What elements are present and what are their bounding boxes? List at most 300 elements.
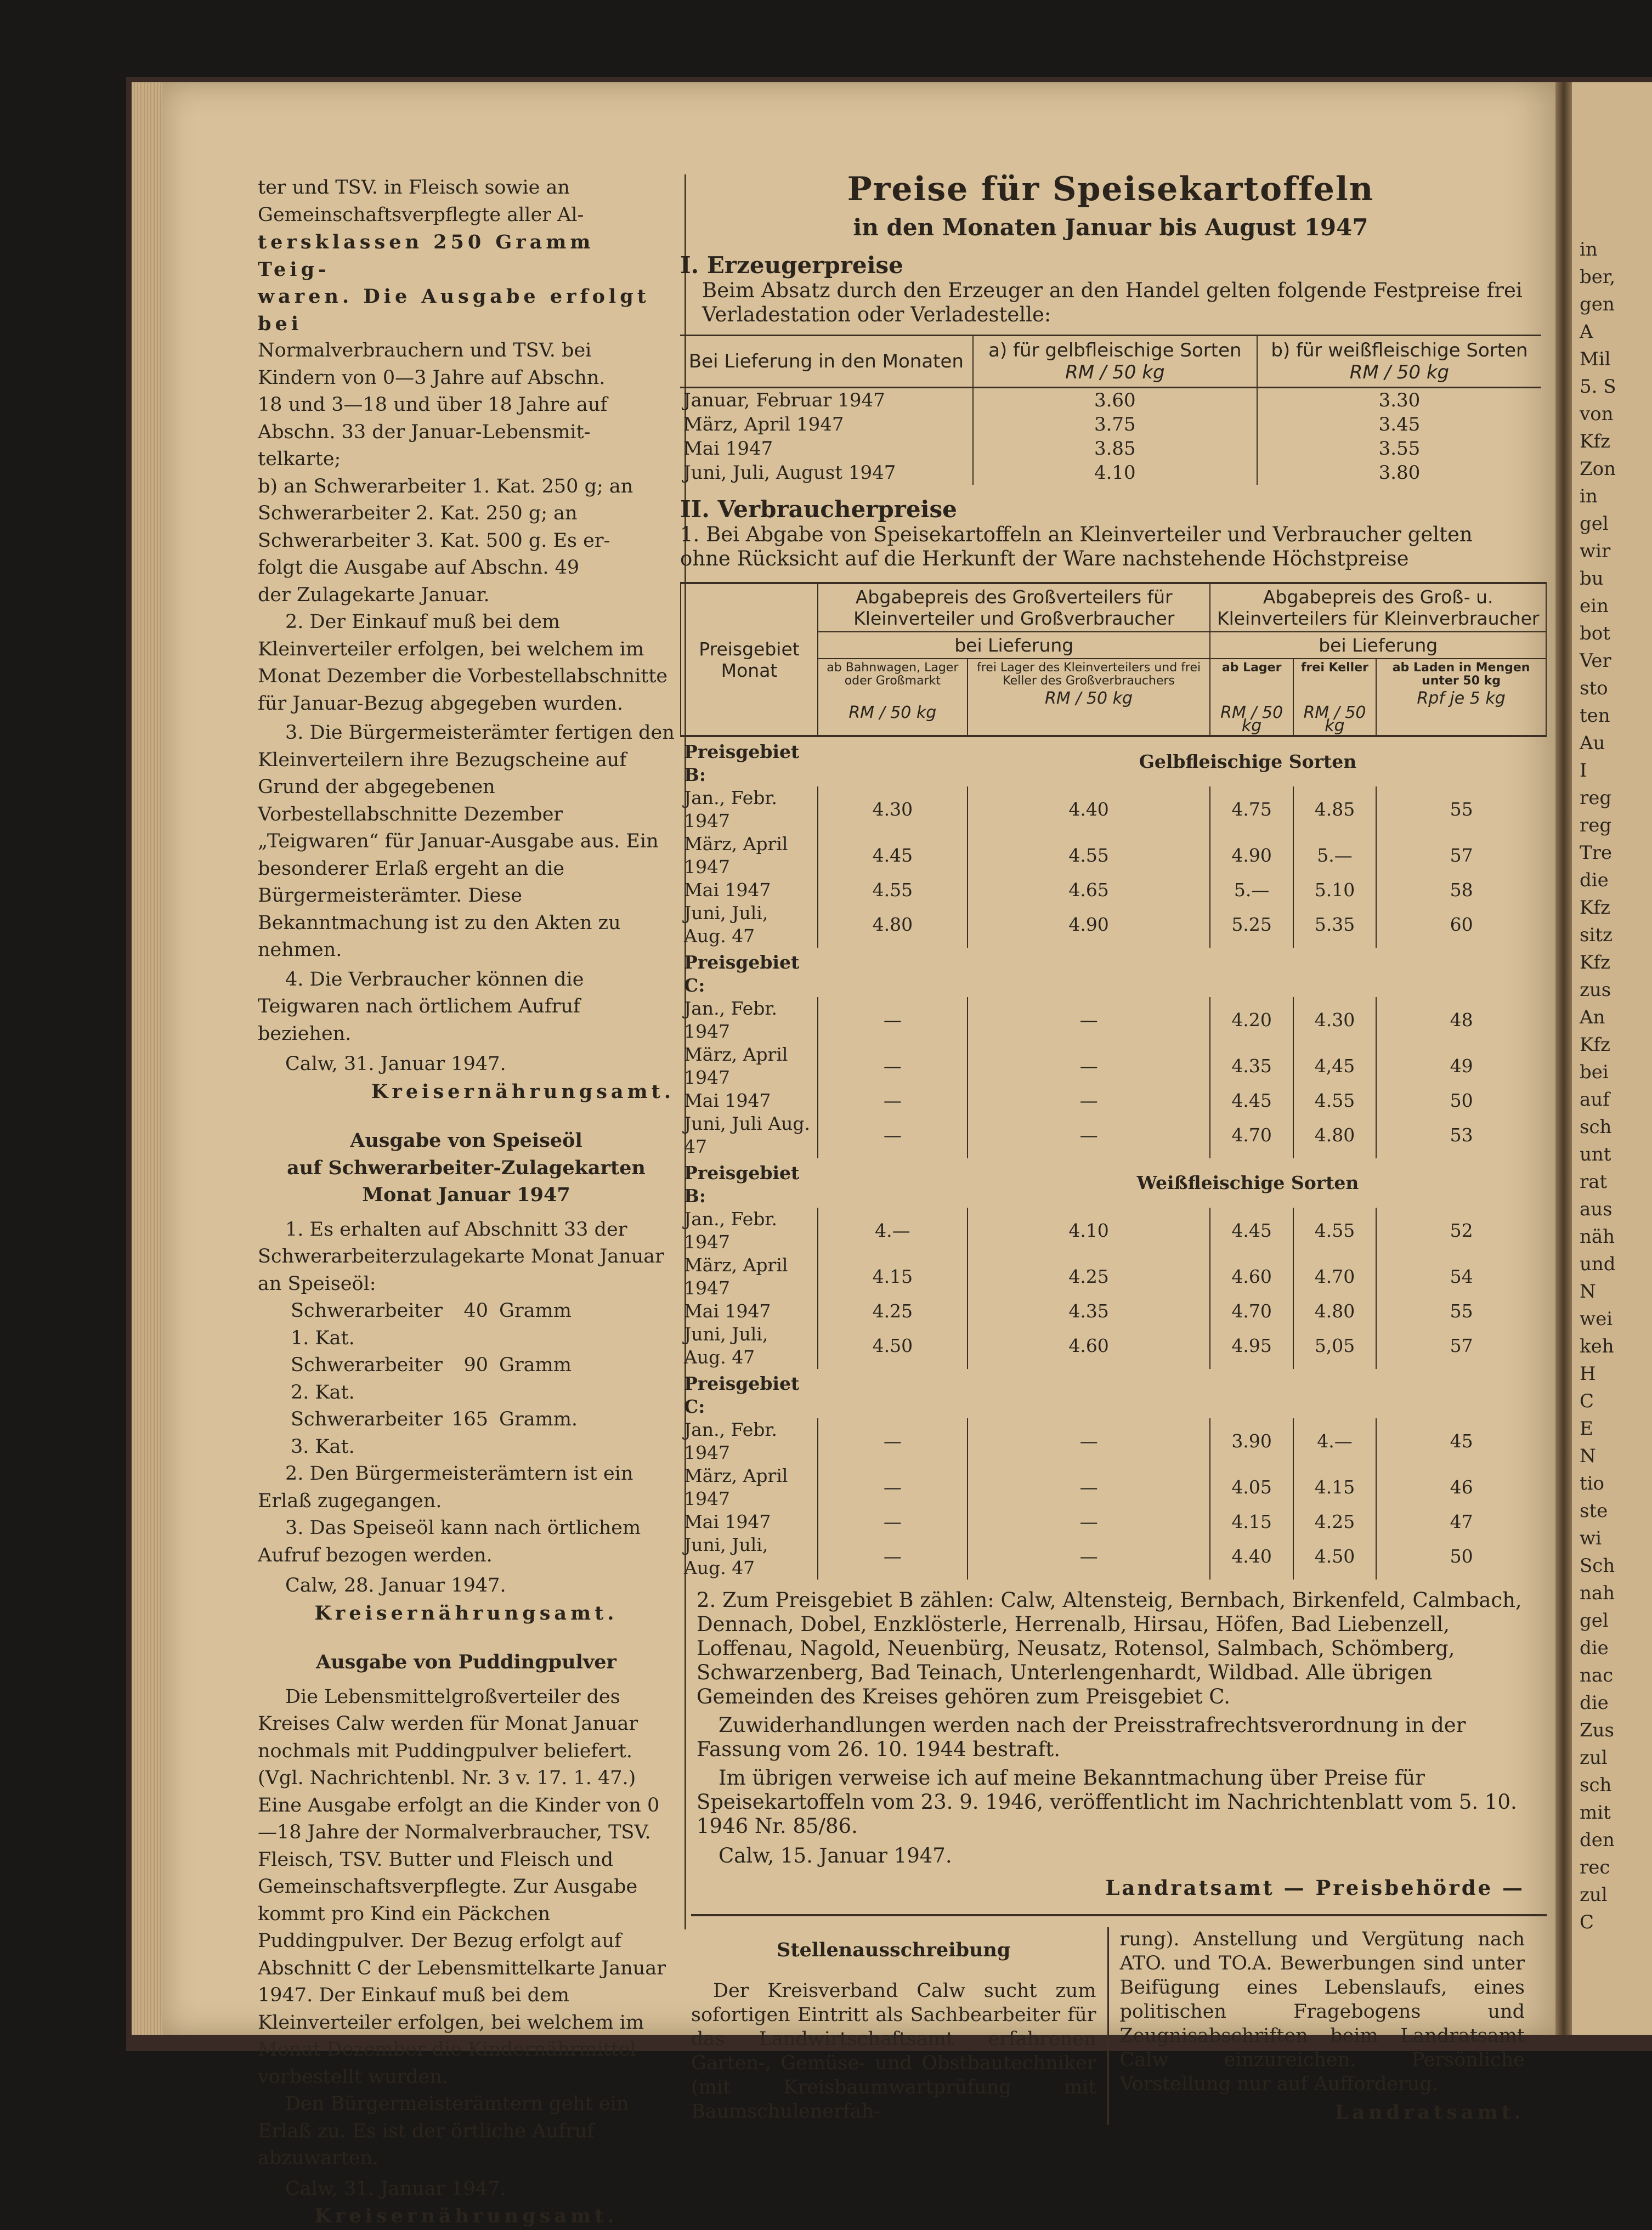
signature-price-notice: Landratsamt — Preisbehörde — <box>1105 1876 1525 1900</box>
oil-row-amount: 165 <box>451 1408 488 1430</box>
signature-1: Kreisernährungsamt. <box>371 1080 675 1103</box>
table-row <box>681 1464 1546 1510</box>
next-page-text: A <box>1580 321 1593 343</box>
price-cell: 4.20 <box>1210 997 1293 1043</box>
variety-label: Gelbfleischige Sorten <box>1139 751 1357 772</box>
oil-row-unit: Gramm. <box>499 1408 578 1430</box>
month-cell: Jan., Febr. 1947 <box>684 1208 778 1253</box>
oil-row <box>258 1406 675 1461</box>
intro-line: Normalverbrauchern und TSV. bei <box>258 339 592 361</box>
next-page-text: An <box>1580 1006 1605 1028</box>
table-row <box>680 437 1541 461</box>
date-1: Calw, 31. Januar 1947. <box>285 1053 506 1075</box>
month-cell: März, April 1947 <box>684 1254 788 1299</box>
t2-header-c3 <box>1210 659 1293 736</box>
date-2: Calw, 28. Januar 1947. <box>285 1575 506 1597</box>
next-page-text: Kfz <box>1580 431 1610 452</box>
section-label-cell <box>818 736 1546 786</box>
page-subtitle: in den Monaten Januar bis August 1947 <box>853 214 1368 241</box>
price-cell: 4.— <box>1293 1418 1376 1464</box>
price-cell: 4.55 <box>1293 1089 1376 1112</box>
next-page-text: E <box>1580 1418 1593 1440</box>
price-cell: 4.25 <box>818 1300 968 1323</box>
t1-header-yellow-label: a) für gelbfleischige Sorten <box>988 339 1242 361</box>
price-cell: 47 <box>1376 1510 1546 1533</box>
price-cell: 48 <box>1376 997 1546 1043</box>
price-cell: — <box>968 1510 1210 1533</box>
t1-header-white <box>1257 336 1541 388</box>
price-cell: 4.90 <box>968 902 1210 948</box>
price-cell: 4.70 <box>1210 1300 1293 1323</box>
t2-header-group-1: Abgabepreis des Großverteilers für Kleinverteiler und Großverbraucher <box>818 583 1210 632</box>
next-page-text: die <box>1580 869 1609 891</box>
price-cell: 4.55 <box>1293 1208 1376 1254</box>
left-column <box>258 174 675 2230</box>
price-cell: — <box>818 1112 968 1158</box>
price-cell: 57 <box>1376 1323 1546 1369</box>
section-2-title: II. Verbraucherpreise <box>680 496 957 523</box>
date-price-notice: Calw, 15. Januar 1947. <box>718 1844 952 1867</box>
month-cell: Mai 1947 <box>684 879 771 901</box>
price-cell: 49 <box>1376 1043 1546 1089</box>
table-row <box>680 412 1541 437</box>
signature-3: Kreisernährungsamt. <box>314 2205 618 2227</box>
table-row <box>680 461 1541 485</box>
oil-row <box>258 1298 675 1352</box>
price-cell: 4.80 <box>1293 1300 1376 1323</box>
t1-month-cell: März, April 1947 <box>683 414 844 435</box>
next-page-text: Tre <box>1580 842 1613 864</box>
intro-line: telkarte; <box>258 448 341 470</box>
job-ad-text-left: Der Kreisverband Calw sucht zum sofortigen Eintritt als Sachbearbeiter für das Landwirtschaftsamt erfahrenen Garten-, Gemüse- und Obstbautechniker (mit Kreisbaumwartprüfung mit Baumschulenerfah- <box>691 1980 1096 2123</box>
next-page-text: tio <box>1580 1473 1605 1495</box>
variety-label: Weißfleischige Sorten <box>1136 1172 1359 1193</box>
t1-header-white-unit: RM / 50 kg <box>1349 361 1450 383</box>
table-row <box>681 1254 1546 1300</box>
price-cell: 46 <box>1376 1464 1546 1510</box>
price-cell: 52 <box>1376 1208 1546 1254</box>
t2-header-c2-unit: RM / 50 kg <box>1045 689 1133 708</box>
job-ad-text-right: rung). Anstellung und Vergütung nach ATO. und TO.A. Bewerbungen sind unter Beifügung eines Lebenslaufs, eines politischen Fragebogens und Zeugnisabschriften beim Landratsamt Calw einzureichen. Persönliche Vorstellung nur auf Aufforderug. <box>1119 1928 1525 2095</box>
t2-header-region <box>681 583 818 736</box>
item-b-line: der Zulagekarte Januar. <box>258 584 490 606</box>
t2-header-delivery-2: bei Lieferung <box>1210 632 1546 659</box>
price-cell: 4.90 <box>1210 833 1293 879</box>
section-label-cell <box>818 1369 1546 1418</box>
next-page-text: Zon <box>1580 458 1616 480</box>
price-cell: 4.40 <box>968 786 1210 833</box>
t2-header-c3-label: ab Lager <box>1221 661 1282 675</box>
section-label-cell <box>818 1158 1546 1208</box>
next-page-text: und <box>1580 1253 1616 1275</box>
paragraph-3: 3. Die Bürgermeisterämter fertigen den Kleinverteilern ihre Bezugscheine auf Grund der abgegebenen Vorbestellabschnitte Dezember „Teigwaren“ für Januar-Ausgabe aus. Ein besonderer Erlaß ergeht an die Bürgermeisterämter. Diese Bekanntmachung ist zu den Akten zu nehmen. <box>258 722 675 961</box>
table-row <box>681 902 1546 948</box>
oil-heading-line-2: auf Schwerarbeiter-Zulagekarten <box>287 1156 646 1179</box>
t1-white-price-cell: 3.80 <box>1257 461 1541 485</box>
next-page-text: sto <box>1580 677 1608 699</box>
next-page-text: Zus <box>1580 1719 1614 1741</box>
next-page-text: gen <box>1580 293 1615 315</box>
t2-header-c5-unit: Rpf je 5 kg <box>1417 689 1506 708</box>
oil-paragraph-1: 1. Es erhalten auf Abschnitt 33 der Schwerarbeiterzulagekarte Monat Januar an Speiseöl: <box>258 1218 664 1295</box>
oil-row-amount: 90 <box>463 1354 488 1376</box>
table-row <box>681 1369 1546 1418</box>
section-1-title: I. Erzeugerpreise <box>680 252 903 279</box>
signature-2: Kreisernährungsamt. <box>314 1601 618 1625</box>
price-cell: 54 <box>1376 1254 1546 1300</box>
price-cell: 4.95 <box>1210 1323 1293 1369</box>
price-cell: 4.15 <box>1210 1510 1293 1533</box>
region-b-paragraph: 2. Zum Preisgebiet B zählen: Calw, Altensteig, Bernbach, Birkenfeld, Calmbach, Dennach, Dobel, Enzklösterle, Herrenalb, Hirsau, Höfen, Bad Liebenzell, Loffenau, Nagold, Neuenbürg, Neusatz, Rotensol, Salmbach, Schömberg, Schwarzenberg, Bad Teinach, Unterlengenhardt, Wildbad. Alle übrigen Gemeinden des Kreises gehören zum Preisgebiet C. <box>697 1588 1522 1708</box>
t2-header-c2-label: frei Lager des Kleinverteilers und frei Keller des Großverbrauchers <box>977 661 1201 688</box>
price-cell: 4.50 <box>818 1323 968 1369</box>
region-label: Preisgebiet C: <box>684 1373 800 1417</box>
month-cell: Juni, Juli, Aug. 47 <box>684 1323 768 1368</box>
intro-line: ter und TSV. in Fleisch sowie an <box>258 177 570 199</box>
price-cell: 5.— <box>1210 879 1293 902</box>
price-cell: — <box>968 1112 1210 1158</box>
section-2-text: 1. Bei Abgabe von Speisekartoffeln an Kleinverteiler und Verbraucher gelten ohne Rücksicht auf die Herkunft der Ware nachstehende Höchstpreise <box>680 523 1473 570</box>
next-page-text: Kfz <box>1580 952 1610 973</box>
next-page-text: wei <box>1580 1308 1613 1330</box>
next-page-text: von <box>1580 403 1614 425</box>
table-row <box>681 1300 1546 1323</box>
price-cell: 50 <box>1376 1089 1546 1112</box>
t1-month-cell: Juni, Juli, August 1947 <box>683 462 896 484</box>
t1-header-yellow <box>973 336 1257 388</box>
pudding-paragraph-1: Die Lebensmittelgroßverteiler des Kreises Calw werden für Monat Januar nochmals mit Puddingpulver beliefert. (Vgl. Nachrichtenbl. Nr. 3 v. 17. 1. 47.) Eine Ausgabe erfolgt an die Kinder von 0—18 Jahre der Normalverbraucher, TSV. Fleisch, TSV. Butter und Fleisch und Gemeinschaftsverpflegte. Zur Ausgabe kommt pro Kind ein Päckchen Puddingpulver. Der Bezug erfolgt auf Abschnitt C der Lebensmittelkarte Januar 1947. Der Einkauf muß bei dem Kleinverteiler erfolgen, bei welchem im Monat Dezember die Kindernährmittel vorbestellt wurden. <box>258 1685 666 2088</box>
month-cell: Mai 1947 <box>684 1090 771 1111</box>
region-label: Preisgebiet B: <box>684 1162 800 1207</box>
price-cell: 4.55 <box>818 879 968 902</box>
price-cell: 5.— <box>1293 833 1376 879</box>
next-page-text: C <box>1580 1911 1594 1933</box>
oil-row-recipient: Schwerarbeiter 3. Kat. <box>291 1408 443 1458</box>
next-page-text: mit <box>1580 1802 1611 1824</box>
oil-row-amount: 40 <box>463 1300 488 1322</box>
next-page-text: sch <box>1580 1774 1612 1796</box>
t2-header-c1-unit: RM / 50 kg <box>848 703 937 722</box>
price-cell: 4.30 <box>1293 997 1376 1043</box>
oil-paragraph-3: 3. Das Speiseöl kann nach örtlichem Aufruf bezogen werden. <box>258 1517 641 1566</box>
next-page-text: zus <box>1580 979 1611 1001</box>
book-gutter <box>1555 82 1572 2035</box>
t2-header-delivery-1: bei Lieferung <box>818 632 1210 659</box>
price-cell: — <box>968 1533 1210 1580</box>
price-cell: 4.— <box>818 1208 968 1254</box>
item-b-line: Schwerarbeiter 3. Kat. 500 g. Es er- <box>258 529 610 552</box>
month-cell: Jan., Febr. 1947 <box>684 998 778 1042</box>
next-page-text: gel <box>1580 1610 1609 1632</box>
table-row <box>681 1510 1546 1533</box>
t1-yellow-price-cell: 4.10 <box>973 461 1257 485</box>
price-cell: 4.45 <box>1210 1208 1293 1254</box>
penalty-paragraph: Zuwiderhandlungen werden nach der Preisstrafrechtsverordnung in der Fassung vom 26. 10. 1944 bestraft. <box>697 1713 1466 1761</box>
price-cell: 4.25 <box>968 1254 1210 1300</box>
next-page-text: wir <box>1580 540 1611 562</box>
table-row <box>681 997 1546 1043</box>
next-page-text: H <box>1580 1363 1596 1385</box>
price-cell: 4.15 <box>818 1254 968 1300</box>
table-row <box>681 1043 1546 1089</box>
producer-price-rows <box>680 388 1541 485</box>
t2-header-group-2: Abgabepreis des Groß- u. Kleinverteilers für Kleinverbraucher <box>1210 583 1546 632</box>
price-cell: 55 <box>1376 786 1546 833</box>
consumer-price-table <box>680 582 1547 1580</box>
month-cell: Jan., Febr. 1947 <box>684 1419 778 1463</box>
job-ad-title: Stellenausschreibung <box>777 1939 1011 1961</box>
month-cell: Juni, Juli Aug. 47 <box>684 1113 811 1157</box>
next-page-text: bei <box>1580 1061 1609 1083</box>
next-page-text: die <box>1580 1692 1609 1714</box>
price-cell: — <box>818 1043 968 1089</box>
next-page-text: gel <box>1580 513 1609 535</box>
next-page-text: N <box>1580 1281 1596 1303</box>
price-cell: 5.35 <box>1293 902 1376 948</box>
t1-month-cell: Januar, Februar 1947 <box>683 389 885 411</box>
next-page-text: Ver <box>1580 650 1611 672</box>
price-cell: — <box>818 1464 968 1510</box>
t2-header-c4-unit: RM / 50 kg <box>1303 703 1366 735</box>
intro-line: waren. Die Ausgabe erfolgt bei <box>258 285 650 335</box>
next-page-text: sch <box>1580 1116 1612 1138</box>
price-cell: — <box>818 1089 968 1112</box>
oil-row <box>258 1352 675 1406</box>
date-3: Calw, 31. Januar 1947. <box>285 2177 506 2200</box>
price-cell: — <box>968 997 1210 1043</box>
next-page-text: näh <box>1580 1226 1615 1248</box>
price-cell: 3.90 <box>1210 1418 1293 1464</box>
month-cell: Juni, Juli, Aug. 47 <box>684 902 768 947</box>
item-b-line: folgt die Ausgabe auf Abschn. 49 <box>258 557 580 579</box>
next-page-text: Kfz <box>1580 1034 1610 1056</box>
price-cell: — <box>968 1418 1210 1464</box>
price-cell: 58 <box>1376 879 1546 902</box>
t2-header-region-label: Preisgebiet <box>699 638 800 660</box>
price-cell: 50 <box>1376 1533 1546 1580</box>
next-page-text: auf <box>1580 1089 1610 1111</box>
next-page-text: nac <box>1580 1665 1614 1686</box>
table-row <box>681 1208 1546 1254</box>
job-ad-signature: Landratsamt. <box>1334 2101 1525 2124</box>
job-advertisement <box>691 1927 1525 2125</box>
oil-row-recipient: Schwerarbeiter 2. Kat. <box>291 1354 443 1403</box>
t2-header-c3-unit: RM / 50 kg <box>1220 703 1283 735</box>
paragraph-4: 4. Die Verbraucher können die Teigwaren nach örtlichem Aufruf beziehen. <box>258 968 584 1045</box>
price-cell: 4.10 <box>968 1208 1210 1254</box>
section-divider <box>691 1914 1547 1916</box>
page-stack <box>132 82 165 2035</box>
table-row <box>681 879 1546 902</box>
price-cell: 4.60 <box>968 1323 1210 1369</box>
region-label: Preisgebiet C: <box>684 952 800 996</box>
price-cell: 5.10 <box>1293 879 1376 902</box>
t1-month-cell: Mai 1947 <box>683 438 773 460</box>
t2-header-month-label: Monat <box>721 659 778 681</box>
item-b-line: b) an Schwerarbeiter 1. Kat. 250 g; an <box>258 475 633 497</box>
next-page-fragment <box>1572 82 1652 2035</box>
intro-line: tersklassen 250 Gramm Teig- <box>258 231 595 281</box>
pudding-paragraph-2: Den Bürgermeisterämtern geht ein Erlaß zu. Es ist der örtliche Aufruf abzuwarten. <box>258 2093 629 2169</box>
next-page-text: Kfz <box>1580 897 1610 919</box>
price-cell: — <box>968 1043 1210 1089</box>
month-cell: März, April 1947 <box>684 1044 788 1088</box>
next-page-text: rec <box>1580 1857 1610 1878</box>
price-cell: 60 <box>1376 902 1546 948</box>
next-page-text: rat <box>1580 1171 1608 1193</box>
next-page-text: in <box>1580 239 1598 261</box>
month-cell: Mai 1947 <box>684 1511 771 1532</box>
oil-heading-line-3: Monat Januar 1947 <box>362 1184 570 1206</box>
intro-line: 18 und 3—18 und über 18 Jahre auf <box>258 394 608 416</box>
intro-line: Gemeinschaftsverpflegte aller Al- <box>258 203 584 226</box>
t1-header-months: Bei Lieferung in den Monaten <box>680 336 973 388</box>
next-page-text: den <box>1580 1829 1615 1851</box>
next-page-text: zul <box>1580 1747 1608 1769</box>
next-page-text: Mil <box>1580 348 1611 370</box>
next-page-text: die <box>1580 1637 1609 1659</box>
t1-yellow-price-cell: 3.75 <box>973 412 1257 437</box>
next-page-text: Sch <box>1580 1555 1615 1577</box>
next-page-text: aus <box>1580 1198 1613 1220</box>
price-cell: 5,05 <box>1293 1323 1376 1369</box>
section-label-cell <box>818 948 1546 997</box>
price-cell: 53 <box>1376 1112 1546 1158</box>
next-page-text: nah <box>1580 1582 1615 1604</box>
price-cell: 4.35 <box>1210 1043 1293 1089</box>
price-cell: 4,45 <box>1293 1043 1376 1089</box>
next-page-text: in <box>1580 485 1598 507</box>
price-cell: — <box>818 1510 968 1533</box>
table-row <box>681 1089 1546 1112</box>
next-page-text: unt <box>1580 1144 1611 1165</box>
job-ad-right <box>1109 1927 1525 2125</box>
price-cell: 55 <box>1376 1300 1546 1323</box>
t2-header-c5 <box>1376 659 1546 736</box>
t2-header-c2 <box>968 659 1210 736</box>
t2-header-c1-label: ab Bahnwagen, Lager oder Großmarkt <box>827 661 959 688</box>
next-page-text: bot <box>1580 622 1610 644</box>
pudding-heading: Ausgabe von Puddingpulver <box>316 1651 616 1673</box>
price-cell: 4.80 <box>1293 1112 1376 1158</box>
oil-quantities <box>258 1298 675 1461</box>
reference-paragraph: Im übrigen verweise ich auf meine Bekanntmachung über Preise für Speisekartoffeln vom 23. 9. 1946, veröffentlicht im Nachrichtenblatt vom 5. 10. 1946 Nr. 85/86. <box>697 1766 1517 1838</box>
item-b-line: Schwerarbeiter 2. Kat. 250 g; an <box>258 502 578 524</box>
job-ad-left <box>691 1927 1109 2125</box>
price-cell: — <box>818 1418 968 1464</box>
next-page-text: zul <box>1580 1884 1608 1906</box>
intro-line: Abschn. 33 der Januar-Lebensmit- <box>258 421 591 443</box>
next-page-text: C <box>1580 1390 1594 1412</box>
paragraph-2: 2. Der Einkauf muß bei dem Kleinverteiler erfolgen, bei welchem im Monat Dezember die Vorbestellabschnitte für Januar-Bezug abgegeben wurden. <box>258 611 668 715</box>
t1-white-price-cell: 3.45 <box>1257 412 1541 437</box>
consumer-price-rows <box>681 736 1546 1580</box>
t2-header-c1 <box>818 659 968 736</box>
price-cell: 4.75 <box>1210 786 1293 833</box>
oil-row-unit: Gramm <box>499 1354 572 1376</box>
oil-heading-line-1: Ausgabe von Speiseöl <box>350 1129 582 1152</box>
table-row <box>681 948 1546 997</box>
month-cell: Mai 1947 <box>684 1300 771 1322</box>
next-page-text: ten <box>1580 705 1610 727</box>
t2-header-c5-label: ab Laden in Mengen unter 50 kg <box>1392 661 1530 688</box>
price-cell: 4.50 <box>1293 1533 1376 1580</box>
price-cell: — <box>818 997 968 1043</box>
right-column <box>680 170 1540 2125</box>
price-cell: 4.60 <box>1210 1254 1293 1300</box>
next-page-text: reg <box>1580 787 1612 809</box>
price-cell: 4.05 <box>1210 1464 1293 1510</box>
month-cell: Jan., Febr. 1947 <box>684 787 778 831</box>
price-cell: 4.45 <box>1210 1089 1293 1112</box>
price-cell: — <box>968 1089 1210 1112</box>
oil-row-unit: Gramm <box>499 1300 572 1322</box>
region-label: Preisgebiet B: <box>684 741 800 785</box>
table-row <box>681 1418 1546 1464</box>
table-row <box>681 786 1546 833</box>
next-page-text: I <box>1580 760 1587 782</box>
table-row <box>681 1533 1546 1580</box>
price-cell: — <box>968 1464 1210 1510</box>
price-cell: 4.30 <box>818 786 968 833</box>
t1-white-price-cell: 3.55 <box>1257 437 1541 461</box>
table-row <box>681 1158 1546 1208</box>
t1-yellow-price-cell: 3.85 <box>973 437 1257 461</box>
next-page-text: bu <box>1580 568 1604 590</box>
price-cell: 4.25 <box>1293 1510 1376 1533</box>
next-page-text: ber, <box>1580 266 1616 288</box>
item-b <box>258 473 675 609</box>
price-cell: 4.55 <box>968 833 1210 879</box>
price-cell: 4.85 <box>1293 786 1376 833</box>
oil-row-recipient: Schwerarbeiter 1. Kat. <box>291 1300 443 1349</box>
next-page-text: wi <box>1580 1527 1602 1549</box>
price-cell: 5.25 <box>1210 902 1293 948</box>
t1-white-price-cell: 3.30 <box>1257 388 1541 413</box>
table-row <box>681 736 1546 786</box>
table-row <box>681 833 1546 879</box>
table-row <box>681 1323 1546 1369</box>
price-cell: 4.70 <box>1210 1112 1293 1158</box>
price-cell: — <box>818 1533 968 1580</box>
t2-header-c4-label: frei Keller <box>1300 661 1368 675</box>
next-page-text: N <box>1580 1445 1596 1467</box>
oil-paragraph-2: 2. Den Bürgermeisterämtern ist ein Erlaß zugegangen. <box>258 1463 633 1512</box>
intro-line: Kindern von 0—3 Jahre auf Abschn. <box>258 366 606 389</box>
next-page-text: Au <box>1580 732 1605 754</box>
price-cell: 57 <box>1376 833 1546 879</box>
price-cell: 4.15 <box>1293 1464 1376 1510</box>
table-row <box>681 1112 1546 1158</box>
t1-yellow-price-cell: 3.60 <box>973 388 1257 413</box>
price-cell: 4.80 <box>818 902 968 948</box>
month-cell: Juni, Juli, Aug. 47 <box>684 1534 768 1578</box>
t1-header-yellow-unit: RM / 50 kg <box>1065 361 1165 383</box>
price-cell: 4.70 <box>1293 1254 1376 1300</box>
price-cell: 4.65 <box>968 879 1210 902</box>
intro-lines <box>258 174 675 473</box>
page-title: Preise für Speisekartoffeln <box>847 170 1374 208</box>
next-page-text: ein <box>1580 595 1609 617</box>
section-1-text: Beim Absatz durch den Erzeuger an den Handel gelten folgende Festpreise frei Verladestation oder Verladestelle: <box>702 279 1523 326</box>
oil-heading <box>258 1127 675 1209</box>
producer-price-table <box>680 335 1541 485</box>
next-page-text: 5. S <box>1580 376 1616 398</box>
price-cell: 4.40 <box>1210 1533 1293 1580</box>
t2-header-c4 <box>1293 659 1376 736</box>
price-cell: 45 <box>1376 1418 1546 1464</box>
next-page-text: sitz <box>1580 924 1613 946</box>
